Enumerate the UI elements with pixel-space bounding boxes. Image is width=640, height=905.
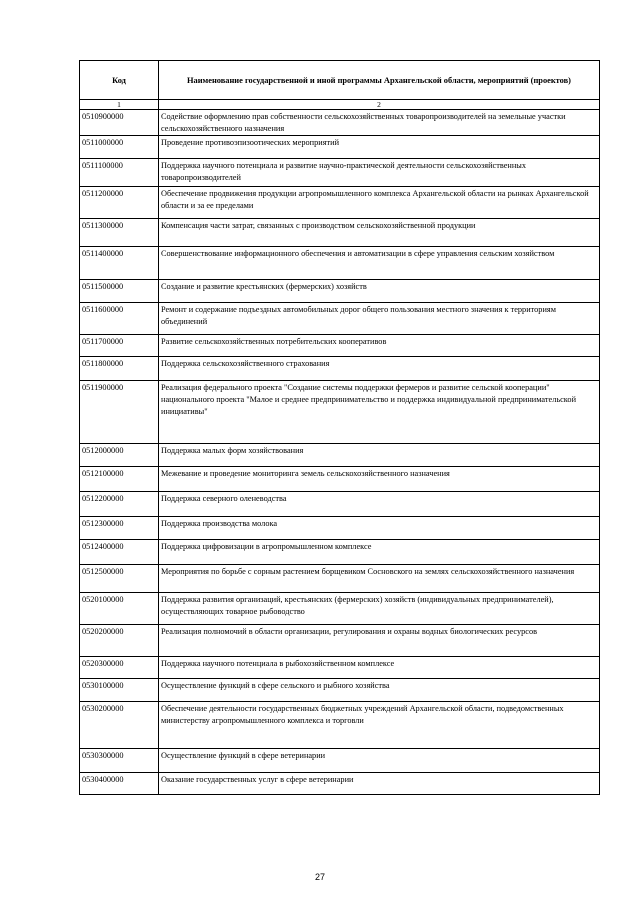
- row-name: Обеспечение продвижения продукции агропромышленного комплекса Архангельской области на рынках Архангельской области и за ее пределами: [159, 187, 600, 219]
- row-name: Создание и развитие крестьянских (фермерских) хозяйств: [159, 280, 600, 303]
- row-code: 0511800000: [80, 357, 159, 381]
- table-row: [80, 657, 600, 679]
- row-name: Оказание государственных услуг в сфере ветеринарии: [159, 773, 600, 795]
- row-code: 0512100000: [80, 467, 159, 492]
- table-row: [80, 625, 600, 657]
- row-name: Поддержка северного оленеводства: [159, 492, 600, 517]
- table-row: [80, 679, 600, 702]
- table-row: [80, 593, 600, 625]
- table-row: [80, 492, 600, 517]
- row-name: Содействие оформлению прав собственности сельскохозяйственных товаропроизводителей на земельные участки сельскохозяйственного назначения: [159, 110, 600, 136]
- table-row: [80, 702, 600, 749]
- row-code: 0511500000: [80, 280, 159, 303]
- row-name: Реализация полномочий в области организации, регулирования и охраны водных биологических ресурсов: [159, 625, 600, 657]
- table-row: [80, 773, 600, 795]
- table-row: [80, 444, 600, 467]
- column-number-2: 2: [159, 100, 600, 110]
- row-name: Реализация федерального проекта "Создание системы поддержки фермеров и развитие сельской кооперации" национального проекта "Малое и среднее предпринимательство и поддержка индивидуальной предпринимательской инициативы": [159, 381, 600, 444]
- row-code: 0511600000: [80, 303, 159, 335]
- table-row: [80, 467, 600, 492]
- table-row: [80, 303, 600, 335]
- row-name: Поддержка цифровизации в агропромышленном комплексе: [159, 540, 600, 565]
- table-row: [80, 280, 600, 303]
- row-code: 0511400000: [80, 247, 159, 280]
- table-row: [80, 381, 600, 444]
- row-code: 0520300000: [80, 657, 159, 679]
- table-row: [80, 159, 600, 187]
- table-row: [80, 110, 600, 136]
- table-row: [80, 136, 600, 159]
- row-code: 0530300000: [80, 749, 159, 773]
- row-name: Обеспечение деятельности государственных бюджетных учреждений Архангельской области, подведомственных министерству агропромышленного комплекса и торговли: [159, 702, 600, 749]
- row-code: 0512500000: [80, 565, 159, 593]
- table-row: [80, 565, 600, 593]
- table-row: [80, 219, 600, 247]
- row-code: 0511300000: [80, 219, 159, 247]
- table-body: [80, 110, 600, 795]
- table-row: [80, 540, 600, 565]
- row-name: Проведение противоэпизоотических мероприятий: [159, 136, 600, 159]
- row-code: 0520200000: [80, 625, 159, 657]
- row-name: Развитие сельскохозяйственных потребительских кооперативов: [159, 335, 600, 357]
- row-name: Поддержка сельскохозяйственного страхования: [159, 357, 600, 381]
- row-name: Поддержка развития организаций, крестьянских (фермерских) хозяйств (индивидуальных предпринимателей), осуществляющих товарное рыбоводство: [159, 593, 600, 625]
- row-code: 0512000000: [80, 444, 159, 467]
- header-code: Код: [80, 61, 159, 100]
- table-row: [80, 749, 600, 773]
- row-name: Ремонт и содержание подъездных автомобильных дорог общего пользования местного значения к территориям объединений: [159, 303, 600, 335]
- table-row: [80, 247, 600, 280]
- row-name: Поддержка научного потенциала в рыбохозяйственном комплексе: [159, 657, 600, 679]
- row-code: 0511200000: [80, 187, 159, 219]
- page-number: 27: [314, 872, 325, 882]
- row-code: 0512300000: [80, 517, 159, 540]
- program-codes-table: [79, 60, 600, 795]
- row-code: 0512400000: [80, 540, 159, 565]
- table-row: [80, 335, 600, 357]
- column-number-1: 1: [80, 100, 159, 110]
- table-header-row: [80, 61, 600, 100]
- header-name: Наименование государственной и иной программы Архангельской области, мероприятий (проектов): [159, 61, 600, 100]
- row-code: 0511700000: [80, 335, 159, 357]
- row-code: 0511000000: [80, 136, 159, 159]
- row-name: Поддержка научного потенциала и развитие научно-практической деятельности сельскохозяйственных товаропроизводителей: [159, 159, 600, 187]
- row-name: Компенсация части затрат, связанных с производством сельскохозяйственной продукции: [159, 219, 600, 247]
- row-code: 0510900000: [80, 110, 159, 136]
- row-name: Поддержка производства молока: [159, 517, 600, 540]
- table-row: [80, 357, 600, 381]
- row-code: 0511900000: [80, 381, 159, 444]
- column-number-row: [80, 100, 600, 110]
- row-name: Мероприятия по борьбе с сорным растением борщевиком Сосновского на землях сельскохозяйственного назначения: [159, 565, 600, 593]
- row-name: Совершенствование информационного обеспечения и автоматизации в сфере управления сельским хозяйством: [159, 247, 600, 280]
- table-row: [80, 187, 600, 219]
- table-row: [80, 517, 600, 540]
- row-name: Осуществление функций в сфере ветеринарии: [159, 749, 600, 773]
- row-name: Межевание и проведение мониторинга земель сельскохозяйственного назначения: [159, 467, 600, 492]
- row-code: 0520100000: [80, 593, 159, 625]
- row-code: 0511100000: [80, 159, 159, 187]
- row-code: 0530200000: [80, 702, 159, 749]
- row-name: Осуществление функций в сфере сельского и рыбного хозяйства: [159, 679, 600, 702]
- row-code: 0512200000: [80, 492, 159, 517]
- row-code: 0530100000: [80, 679, 159, 702]
- row-name: Поддержка малых форм хозяйствования: [159, 444, 600, 467]
- row-code: 0530400000: [80, 773, 159, 795]
